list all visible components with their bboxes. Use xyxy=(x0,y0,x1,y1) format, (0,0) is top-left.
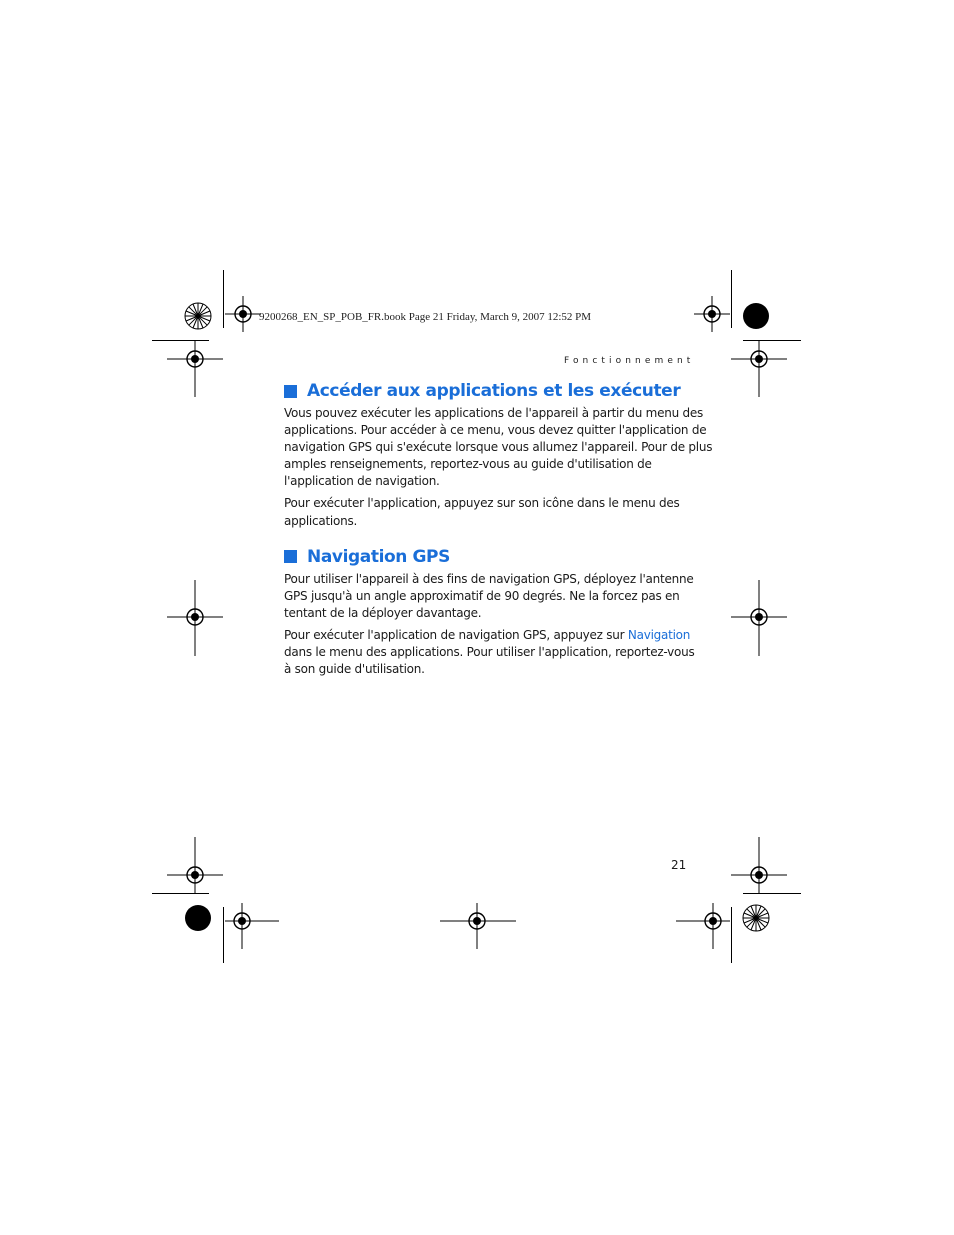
book-info-slug: 9200268_EN_SP_POB_FR.book Page 21 Friday, March 9, 2007 12:52 PM xyxy=(259,311,592,323)
heading-square-icon xyxy=(284,385,297,398)
registration-mark-icon xyxy=(225,296,261,332)
section-heading-text: Accéder aux applications et les exécuter xyxy=(307,381,681,401)
text-line: l'application de navigation. xyxy=(284,474,440,489)
registration-mark-icon xyxy=(676,903,730,949)
running-head: Fonctionnement xyxy=(564,356,695,366)
text-line: Vous pouvez exécuter les applications de l'appareil à partir du menu des xyxy=(284,406,703,420)
text-line: Pour utiliser l'appareil à des fins de navigation GPS, déployez l'antenne xyxy=(284,571,694,586)
text-line xyxy=(284,627,691,644)
registration-mark-icon xyxy=(225,903,279,949)
text-line: applications. xyxy=(284,513,358,528)
starburst-target-icon xyxy=(184,302,212,330)
solid-disc-icon xyxy=(742,302,770,330)
registration-mark-icon xyxy=(731,580,787,656)
registration-mark-icon xyxy=(167,341,223,397)
text-line: GPS jusqu'à un angle approximatif de 90 degrés. Ne la forcez pas en xyxy=(284,588,680,603)
section-heading-text: Navigation GPS xyxy=(307,546,450,567)
text-line: Pour exécuter l'application, appuyez sur son icône dans le menu des xyxy=(284,496,680,511)
registration-mark-icon xyxy=(440,903,516,949)
text-line: dans le menu des applications. Pour utiliser l'application, reportez-vous xyxy=(284,645,695,660)
text-line: tentant de la déployer davantage. xyxy=(284,605,482,620)
registration-mark-icon xyxy=(731,837,787,893)
navigation-menu-reference: Navigation xyxy=(627,627,691,642)
section-heading xyxy=(284,545,684,569)
paragraph xyxy=(284,571,694,622)
registration-mark-icon xyxy=(167,580,223,656)
page-content xyxy=(284,379,713,678)
text-line: à son guide d'utilisation. xyxy=(284,662,425,677)
registration-mark-icon xyxy=(731,341,787,397)
starburst-target-icon xyxy=(742,904,770,932)
registration-mark-icon xyxy=(694,296,730,332)
text-run: Pour exécuter l'application de navigation GPS, appuyez sur xyxy=(284,627,628,642)
registration-mark-icon xyxy=(167,837,223,893)
text-line: amples renseignements, reportez-vous au guide d'utilisation de xyxy=(284,457,652,472)
paragraph xyxy=(284,627,695,678)
text-line: applications. Pour accéder à ce menu, vous devez quitter l'application de xyxy=(284,423,707,438)
paragraph xyxy=(284,495,684,529)
solid-disc-icon xyxy=(184,904,212,932)
text-line: navigation GPS qui s'exécute lorsque vous allumez l'appareil. Pour de plus xyxy=(284,440,713,455)
paragraph xyxy=(284,405,713,490)
page-number: 21 xyxy=(671,858,687,872)
section-heading xyxy=(284,379,684,403)
heading-square-icon xyxy=(284,550,297,563)
